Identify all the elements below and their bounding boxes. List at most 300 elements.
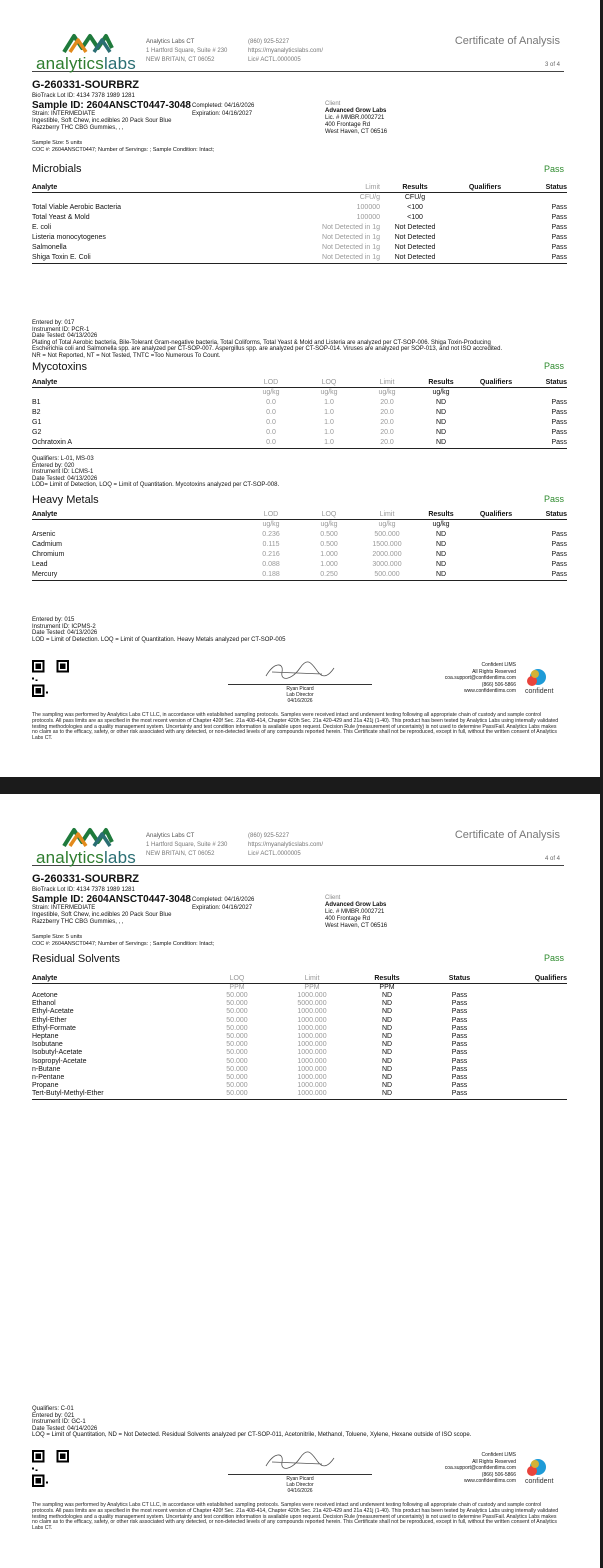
table-cell [450,203,520,213]
table-cell: Not Detected [380,253,450,264]
unit-cell: ug/kg [432,521,450,528]
table-cell: Not Detected in 1g [322,224,380,231]
table-cell: ND [381,1016,393,1024]
table-cell: Not Detected in 1g [262,253,380,264]
table-cell: Lead [32,561,48,568]
table-cell: Pass [451,1065,468,1073]
table-cell: Pass [551,204,567,211]
column-header: Qualifiers [466,510,526,520]
column-header: Qualifiers [466,378,526,388]
table-cell: Pass [451,1074,468,1082]
table-cell: Ethyl-Acetate [32,1008,74,1016]
table-cell: G2 [32,429,42,436]
note-line: LOQ = Limit of Quantitation, ND = Not Detected. Residual Solvents analyzed per CT-SOP-011, Acetonitrile, Methanol, Toluene, Xylene, Hexane outside of ISO scope. [32,1432,472,1438]
table-cell [502,1008,567,1016]
table-cell: 0.236 [262,531,280,538]
signature-block: Ryan Picard Lab Director 04/16/2026 [228,1450,372,1494]
table-cell: Pass [451,1033,468,1041]
unit-cell [502,984,567,993]
table-cell [466,530,526,540]
table-cell: Isobutane [32,1041,63,1049]
table-cell: ND [435,399,447,406]
table-cell: 20.0 [358,438,416,449]
unit-cell [466,388,526,399]
note-line: Date Tested: 04/13/2026 [32,630,98,636]
page-number: 3 of 4 [544,62,560,68]
unit-cell [417,984,502,993]
table-cell: Pass [551,531,567,538]
table-cell: 20.0 [380,399,394,406]
coa-page-4 [0,794,600,1568]
table-cell: Arsenic [32,531,56,538]
microbials-table: Analyte Limit Results Qualifiers Status CFU/g CFU/g Total Viable Aerobic Bacteria 100000 <100 Pass Total Yeast & Mold 100000 <100 Pass E. coli Not Detected in 1g Not Detected Pass Listeria monocytogenes Not Detected in 1g Not Detected Pass Salmonella Not Detected in 1g Not Detected Pass Shiga Toxin E. Coli Not Detected in 1g Not Detected Pass [32,183,567,264]
table-cell: Propane [32,1082,59,1090]
table-cell [502,1049,567,1057]
table-cell: ND [381,1049,393,1057]
table-cell: Pass [451,1008,468,1016]
table-cell: 1000.000 [297,1049,327,1057]
table-cell [502,1074,567,1082]
table-cell [466,408,526,418]
units-row [32,984,567,993]
note-line: Entered by: 017 [32,320,75,326]
unit-cell [526,388,567,399]
table-cell: 1500.000 [372,541,402,548]
table-cell: Mercury [32,570,242,581]
note-line: Entered by: 015 [32,617,75,623]
table-cell: 50.000 [226,1033,248,1041]
table-cell: 0.0 [266,409,276,416]
table-cell [450,223,520,233]
table-cell: n-Pentane [32,1074,65,1082]
table-cell: 1000.000 [297,992,327,999]
table-cell: Pass [526,570,567,581]
table-cell: Not Detected in 1g [322,244,380,251]
table-cell [502,1066,567,1074]
table-cell: 50.000 [226,1065,248,1073]
table-cell: 1000.000 [297,1016,327,1024]
table-cell: Pass [551,409,567,416]
confident-logo: confident [525,1458,561,1488]
note-line: Instrument ID: LCMS-1 [32,469,94,475]
table-row [32,1058,567,1066]
table-cell: Pass [551,541,567,548]
column-header: Limit [358,510,416,520]
table-cell: 50.000 [226,1074,248,1082]
table-cell [502,1025,567,1033]
table-row [32,530,567,540]
column-header: Status [417,974,502,984]
table-cell: 20.0 [380,419,394,426]
table-cell: Not Detected in 1g [322,234,380,241]
table-cell: G1 [32,419,42,426]
table-cell: Pass [451,1041,468,1049]
table-cell: Pass [551,429,567,436]
column-header: Analyte [32,510,242,520]
table-cell: 50.000 [226,1016,248,1024]
table-cell: 100000 [356,204,380,211]
unit-cell: ug/kg [378,521,396,528]
note-line: Entered by: 020 [32,462,75,469]
table-row [32,550,567,560]
table-cell: Acetone [32,992,58,999]
page-header [32,822,564,866]
table-cell [502,1058,567,1066]
table-cell: 1000.000 [297,1082,327,1090]
table-cell: Pass [520,253,567,264]
unit-cell [32,984,207,993]
table-cell: ND [416,570,466,581]
table-row [32,223,567,233]
table-cell: ND [435,551,447,558]
sample-id: Sample ID: 2604ANSCT0447-3048 [32,894,191,905]
note-line: Escherichia coli and Salmonella spp. are analyzed per CT-SOP-007. Aspergillus spp. are analyzed per CT-SOP-014. Viruses are analyzed per SOP-013, and not ISO accredited. [32,346,503,352]
table-cell [502,992,567,1000]
table-cell: 20.0 [380,429,394,436]
column-header: LOD [242,510,300,520]
table-cell: 0.250 [300,570,358,581]
table-row [32,1041,567,1049]
table-cell: Salmonella [32,244,67,251]
table-cell: Heptane [32,1033,59,1041]
table-cell [450,213,520,223]
table-cell: Pass [451,1049,468,1057]
table-cell: ND [381,1082,393,1090]
table-cell: Ethyl-Formate [32,1024,76,1032]
table-cell: 0.0 [242,438,300,449]
table-cell: Pass [526,438,567,449]
table-cell: Not Detected [394,234,436,241]
coa-page-3 [0,0,600,777]
confident-lims-contact: Confident LIMS All Rights Reserved coa.support@confidentlims.com (866) 506-5866 www.confidentlims.com [444,1452,516,1484]
table-cell: 1.0 [324,399,334,406]
heavy-metals-table [32,510,567,581]
qr-code-icon [32,1450,69,1487]
table-cell [502,1082,567,1090]
batch-id: G-260331-SOURBRZ [32,79,139,91]
table-cell: Not Detected [394,244,436,251]
table-cell [466,438,526,449]
table-cell: 50.000 [207,1090,267,1099]
table-cell: 1000.000 [297,1065,327,1073]
table-cell: 100000 [356,214,380,221]
table-cell: ND [435,561,447,568]
units-row [32,193,567,204]
table-cell: n-Butane [32,1065,61,1073]
column-header: Results [416,378,466,388]
table-cell: 1000.000 [297,1041,327,1049]
column-header: Status [526,378,567,388]
table-cell [466,418,526,428]
table-cell: 0.216 [262,551,280,558]
table-cell: Ethanol [32,1000,56,1008]
note-line: Qualifiers: L-01, MS-03 [32,456,94,462]
table-cell: Pass [551,561,567,568]
signature-icon [262,1450,338,1472]
table-row [32,1090,567,1099]
column-header: LOQ [300,378,358,388]
heavy-metals-notes [32,617,285,643]
table-row [32,1066,567,1074]
note-line: Plating of Total Aerobic bacteria, Bile-Tolerant Gram-negative bacteria, Total Coliforms, Total Yeast & Mold and Listeria are analyzed per CT-SOP-006. Shiga Toxin-Producing [32,339,491,346]
table-cell: ND [381,1057,393,1065]
table-cell: 0.0 [266,429,276,436]
table-cell: 3000.000 [372,561,402,568]
table-cell: Pass [551,551,567,558]
table-cell: Pass [551,419,567,426]
table-row [32,1008,567,1016]
table-row [32,560,567,570]
table-row [32,243,567,253]
lab-contact: (860) 925-5227 https://myanalyticslabs.com/ Lic# ACTL.0000005 [248,39,324,63]
heavy-metals-status: Pass [543,494,564,504]
table-cell [502,1033,567,1041]
table-cell: 0.115 [262,541,280,548]
note-line: Date Tested: 04/14/2026 [32,1425,98,1432]
unit-cell: PPM [379,984,395,991]
unit-cell: PPM [304,984,320,991]
table-cell: Pass [451,1016,468,1024]
table-cell [502,1090,567,1099]
unit-cell: ug/kg [320,389,338,396]
table-cell: 1.000 [320,551,338,558]
lab-address: Analytics Labs CT 1 Hartford Square, Suite # 230 NEW BRITAIN, CT 06052 [146,833,228,857]
table-cell: <100 [407,204,423,211]
table-cell [466,570,526,581]
table-cell: 0.500 [320,541,338,548]
table-cell: Ethyl-Ether [32,1016,67,1024]
table-row [32,1074,567,1082]
table-cell: 500.000 [374,531,400,538]
table-row [32,1049,567,1057]
table-row [32,1000,567,1008]
table-cell: Pass [451,992,468,999]
lab-contact: (860) 925-5227 https://myanalyticslabs.com/ Lic# ACTL.0000005 [248,833,324,857]
unit-cell [450,193,520,204]
column-header: Status [526,510,567,520]
table-cell: 50.000 [226,1041,248,1049]
table-row [32,428,567,438]
table-cell: ND [381,1024,393,1032]
residual-solvents-notes [32,1406,471,1439]
table-row [32,1017,567,1025]
table-cell: 1.0 [324,409,334,416]
table-cell: 1000.000 [297,1057,327,1065]
table-cell: 500.000 [358,570,416,581]
lab-address: Analytics Labs CT 1 Hartford Square, Suite # 230 NEW BRITAIN, CT 06052 [146,39,228,63]
table-cell: 50.000 [226,992,248,999]
table-cell: 2000.000 [372,551,402,558]
unit-cell: CFU/g [359,194,380,201]
table-row [32,1082,567,1090]
table-cell [466,398,526,408]
table-cell: Ochratoxin A [32,438,242,449]
mycotoxins-table [32,378,567,449]
table-cell: ND [435,531,447,538]
table-row [32,233,567,243]
table-row [32,203,567,213]
table-row [32,418,567,428]
table-cell: ND [435,409,447,416]
table-cell: 1.0 [324,419,334,426]
unit-cell [466,520,526,531]
table-cell: Pass [451,1000,468,1008]
table-cell: 0.500 [320,531,338,538]
unit-cell: ug/kg [320,521,338,528]
table-row [32,438,567,449]
client-info: Client Advanced Grow Labs Lic. # MMBR.0002721 400 Frontage Rd West Haven, CT 06516 [325,101,388,135]
table-cell: Pass [551,244,567,251]
disclaimer: The sampling was performed by Analytics Labs CT LLC, in accordance with established sampling protocols. Samples were received intact and underwent testing following all appropriate chain of custody and sample control protocols. All pass limits are as specified in the most recent version of Chapter 420f Sec. 21a 408-414, Chapter 420h Sec. 21a 420-429 and 21a 421j (1-40). This product has been tested by Analytics Labs using internally validated testing methodologies and a quality management system. Uncertainty and test condition information is available upon request. Decision Rule (measurement of uncertainty) is not used to determine Pass/Fail. Analytics Labs makes no claim as to the efficacy, safety, or other risk associated with any detected, or non-detected levels of any compounds reported herein. This Certificate shall not be reproduced, except in full, without the written consent of Analytics Labs CT. [32,1502,559,1532]
column-header: LOQ [300,510,358,520]
table-cell [502,1000,567,1008]
sample-info: BioTrack Lot ID: 4134 7378 1989 1281 Sample ID: 2604ANSCT0447-3048 Completed: 04/16/2026 Expiration: 04/16/2027 Strain: INTERMEDIATE Ingestible, Soft Chew, inc.edibles 20 Pack Sour Blue Razzberry THC CBG Gummies, , , [32,93,255,131]
page-header [32,28,564,72]
table-cell: ND [416,438,466,449]
table-cell: ND [381,1033,393,1041]
table-cell: Pass [451,1082,468,1090]
table-row [32,253,567,264]
table-cell: 50.000 [226,1024,248,1032]
table-cell: ND [381,1000,393,1008]
confident-logo-icon [525,668,547,688]
table-cell: Tert-Butyl-Methyl-Ether [32,1090,207,1099]
table-cell: Listeria monocytogenes [32,234,106,241]
note-line: Date Tested: 04/13/2026 [32,475,98,482]
table-cell: Pass [551,224,567,231]
note-line: Date Tested: 04/13/2026 [32,333,98,339]
signature-icon [262,660,338,682]
table-cell: ND [357,1090,417,1099]
confident-logo-icon [525,1458,547,1478]
table-cell: 1.000 [320,561,338,568]
sample-size: Sample Size: 5 units COC #: 2604ANSCT0447; Number of Servings: ; Sample Condition: Intact; [32,140,215,153]
residual-solvents-table [32,974,567,1100]
unit-cell: PPM [229,984,245,991]
mycotoxins-status: Pass [543,361,564,371]
table-cell: 0.0 [266,399,276,406]
table-cell: Not Detected [394,224,436,231]
analytics-labs-logo-icon [62,826,114,848]
table-cell: ND [381,1008,393,1016]
table-cell: 0.188 [242,570,300,581]
residual-solvents-status: Pass [543,953,564,963]
sample-size: Sample Size: 5 units COC #: 2604ANSCT0447; Number of Servings: ; Sample Condition: Intact; [32,934,215,947]
confident-lims-contact: Confident LIMS All Rights Reserved coa.support@confidentlims.com (866) 506-5866 www.confidentlims.com [444,662,516,694]
table-cell: E. coli [32,224,52,231]
unit-cell: ug/kg [262,521,280,528]
column-header: Results [357,974,417,984]
column-header: Qualifiers [502,974,567,984]
table-row [32,540,567,550]
unit-cell [520,193,567,204]
table-cell: 1000.000 [297,1024,327,1032]
table-cell [450,243,520,253]
table-cell [466,540,526,550]
table-cell: 1.0 [324,429,334,436]
table-cell: ND [435,419,447,426]
table-cell: Total Yeast & Mold [32,214,90,221]
table-row [32,213,567,223]
table-cell: ND [381,1065,393,1073]
table-cell: 1000.000 [297,1033,327,1041]
table-cell: Pass [451,1024,468,1032]
table-row [32,1033,567,1041]
logo-wordmark: analyticslabs [36,54,136,73]
units-row [32,520,567,531]
confident-logo: confident [525,668,561,698]
mycotoxins-title: Mycotoxins [32,361,88,373]
note-line: Qualifiers: C-01 [32,1406,74,1412]
table-cell: ND [435,541,447,548]
table-cell [502,1041,567,1049]
table-row [32,398,567,408]
sample-info: BioTrack Lot ID: 4134 7378 1989 1281 Sample ID: 2604ANSCT0447-3048 Completed: 04/16/2026 Expiration: 04/16/2027 Strain: INTERMEDIATE Ingestible, Soft Chew, inc.edibles 20 Pack Sour Blue Razzberry THC CBG Gummies, , , [32,887,255,925]
table-cell: Shiga Toxin E. Coli [32,253,262,264]
table-cell: ND [381,1074,393,1082]
table-cell: 50.000 [226,1049,248,1057]
batch-id: G-260331-SOURBRZ [32,873,139,885]
table-cell: 50.000 [226,1000,248,1008]
table-row [32,1025,567,1033]
table-cell: 50.000 [226,1082,248,1090]
table-cell: Chromium [32,551,65,558]
table-cell: 1000.000 [297,1074,327,1082]
table-cell: B2 [32,409,41,416]
table-cell: Pass [417,1090,502,1099]
column-header: Limit [267,974,357,984]
table-cell: Cadmium [32,541,62,548]
table-cell: 1000.000 [297,1008,327,1016]
table-cell: <100 [407,214,423,221]
table-cell: ND [381,1041,393,1049]
table-cell: B1 [32,399,41,406]
note-line: NR = Not Reported, NT = Not Tested, TNTC =Too Numerous To Count. [32,352,221,359]
unit-cell: ug/kg [432,389,450,396]
unit-cell [32,388,242,399]
microbials-title: Microbials [32,163,82,175]
sample-id: Sample ID: 2604ANSCT0447-3048 [32,100,191,111]
table-cell [466,560,526,570]
qr-code-icon [32,660,69,697]
table-cell [502,1017,567,1025]
column-header: Analyte [32,974,207,984]
microbials-status: Pass [543,164,564,174]
table-row [32,408,567,418]
logo-wordmark: analyticslabs [36,848,136,867]
table-cell: ND [435,429,447,436]
column-header: Results [416,510,466,520]
table-cell: 50.000 [226,1008,248,1016]
microbials-notes [32,320,502,359]
table-cell [450,233,520,243]
table-cell: Total Viable Aerobic Bacteria [32,204,121,211]
unit-cell: ug/kg [262,389,280,396]
table-cell: 50.000 [226,1057,248,1065]
table-row [32,570,567,581]
note-line: LOD = Limit of Detection. LOQ = Limit of Quantitation. Heavy Metals analyzed per CT-SOP-005 [32,636,286,643]
table-cell: Pass [551,234,567,241]
client-info: Client Advanced Grow Labs Lic. # MMBR.0002721 400 Frontage Rd West Haven, CT 06516 [325,895,388,929]
table-row [32,992,567,1000]
column-header: Limit [358,378,416,388]
unit-cell [526,520,567,531]
table-cell: ND [381,992,393,999]
unit-cell: CFU/g [404,194,426,201]
table-cell: Isobutyl-Acetate [32,1049,83,1057]
column-header: Analyte [32,378,242,388]
table-cell [466,428,526,438]
